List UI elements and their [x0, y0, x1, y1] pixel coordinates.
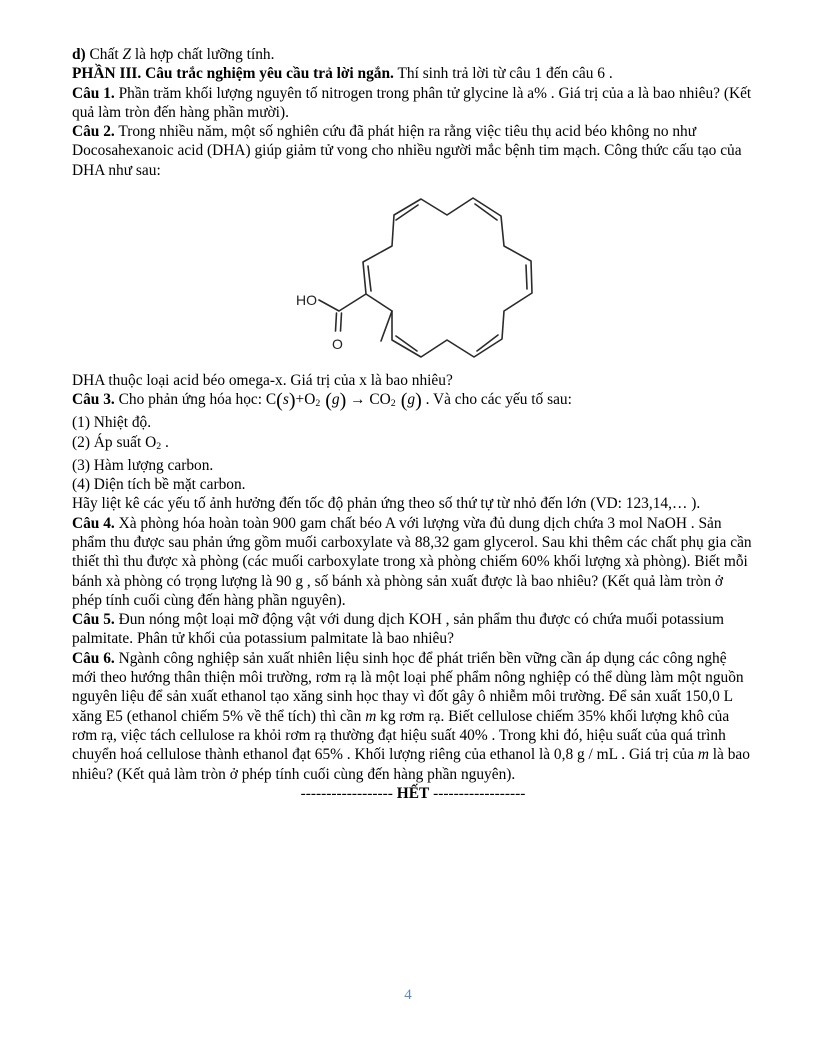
chain-path: [319, 198, 532, 357]
question-5: Câu 5. Đun nóng một loại mỡ động vật với dung dịch KOH , sản phẩm thu được có chứa muối potassium palmitate. Phân tử khối của potassium palmitate là bao nhiêu?: [72, 611, 724, 648]
factor-3: (3) Hàm lượng carbon.: [72, 456, 214, 474]
page-number: 4: [404, 987, 412, 1003]
question-4: Câu 4. Xà phòng hóa hoàn toàn 900 gam chất béo A với lượng vừa đủ dung dịch chứa 3 mol NaOH . Sản phẩm thu được sau phản ứng gồm muối carboxylate và 88,32 gam glycerol. Sau khi thêm các chất phụ gia cần thiết thì thu được xà phòng (các muối carboxylate trong xà phòng chiếm 60% khối lượng xà phòng). Biết mỗi bánh xà phòng có trọng lượng là 90 g , số bánh xà phòng sản xuất được là bao nhiêu? (Kết quả làm tròn ở phép tính cuối cùng đến hàng phần nguyên).: [72, 514, 752, 609]
question-2-followup: DHA thuộc loại acid béo omega-x. Giá trị của x là bao nhiêu?: [72, 372, 453, 390]
end-marker: ------------------ HẾT ------------------: [300, 784, 526, 802]
hydroxyl-label: HO: [296, 292, 317, 309]
methyl-stub: [381, 311, 392, 341]
carbonyl-bond: [336, 313, 342, 331]
question-2: Câu 2. Trong nhiều năm, một số nghiên cứu đã phát hiện ra rằng việc tiêu thụ acid béo không no như Docosahexanoic acid (DHA) giúp giảm tử vong cho nhiều người mắc bệnh tim mạch. Công thức cấu tạo của DHA như sau:: [72, 123, 742, 179]
dha-structure-diagram: [284, 186, 542, 364]
factor-2: (2) Áp suất O2 .: [72, 433, 169, 452]
document-body: [72, 45, 754, 803]
question-1: Câu 1. Phần trăm khối lượng nguyên tố nitrogen trong phân tử glycine là a% . Giá trị của a là bao nhiêu? (Kết quả làm tròn đến hàng phần mười).: [72, 84, 752, 121]
question-3: Câu 3. Cho phản ứng hóa học: C(s)+O2 (g) → CO2 (g) . Và cho các yếu tố sau:: [72, 389, 572, 412]
factor-1: (1) Nhiệt độ.: [72, 414, 152, 432]
statement-d: d) Chất Z là hợp chất lưỡng tính.: [72, 46, 275, 63]
carbonyl-oxygen-label: O: [332, 336, 343, 353]
question-6: Câu 6. Ngành công nghiệp sản xuất nhiên liệu sinh học để phát triển bền vững cần áp dụng các công nghệ mới theo hướng thân thiện môi trường, rơm rạ là một loại phế phẩm nông nghiệp có thể dùng làm một nguồn nguyên liệu để sản xuất ethanol tạo xăng sinh học thay vì đốt gây ô nhiễm môi trường. Để sản xuất 150,0 L xăng E5 (ethanol chiếm 5% về thể tích) thì cần m kg rơm rạ. Biết cellulose chiếm 35% khối lượng khô của rơm rạ, việc tách cellulose ra khỏi rơm rạ thường đạt hiệu suất 40% . Trong khi đó, hiệu suất của quá trình chuyển hoá cellulose thành ethanol đạt 65% . Khối lượng riêng của ethanol là 0,8 g / mL . Giá trị của m là bao nhiêu? (Kết quả làm tròn ở phép tính cuối cùng đến hàng phần nguyên).: [72, 649, 750, 783]
factors-instruction: Hãy liệt kê các yếu tố ảnh hưởng đến tốc độ phản ứng theo số thứ tự từ nhỏ đến lớn (VD: 123,14,… ).: [72, 495, 701, 513]
factor-4: (4) Diện tích bề mặt carbon.: [72, 476, 246, 494]
part3-heading: PHẦN III. Câu trắc nghiệm yêu cầu trả lời ngắn. Thí sinh trả lời từ câu 1 đến câu 6 .: [72, 65, 613, 83]
